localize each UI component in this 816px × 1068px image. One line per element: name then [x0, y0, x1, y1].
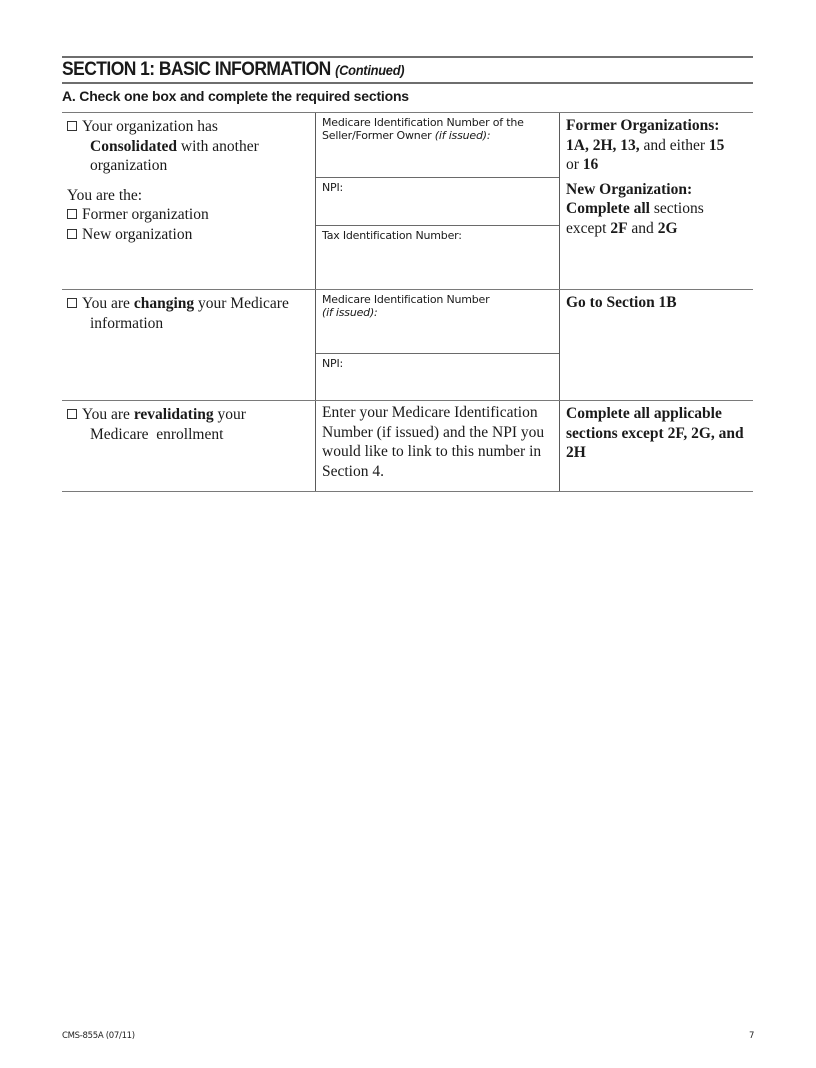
- new-organization-checkbox[interactable]: [67, 229, 77, 239]
- instruction-bold: 15: [708, 136, 725, 154]
- option-text: Medicare enrollment: [90, 425, 224, 443]
- new-organization-heading: New Organization:: [566, 180, 693, 198]
- option-text: with another: [177, 137, 259, 155]
- instruction-bold: Complete all: [566, 200, 650, 217]
- field-label: Tax Identification Number:: [322, 229, 462, 242]
- medicare-id-field[interactable]: [316, 290, 559, 353]
- table-row-consolidated: [62, 112, 753, 289]
- option-cell-changing: [62, 290, 315, 400]
- consolidated-checkbox[interactable]: [67, 121, 77, 131]
- instruction-bold: 16: [582, 156, 599, 173]
- changing-checkbox[interactable]: [67, 298, 77, 308]
- option-bold-text: Consolidated: [90, 137, 177, 155]
- you-are-label: You are the:: [67, 186, 143, 204]
- option-cell-revalidating: [62, 401, 315, 491]
- option-text: You are: [82, 295, 134, 312]
- table-row-changing: [62, 289, 753, 400]
- tax-id-field[interactable]: [316, 225, 559, 289]
- sub-option-label: New organization: [82, 225, 193, 243]
- options-table: [62, 112, 753, 492]
- instruction-bold: 2F: [610, 219, 628, 237]
- subsection-title: A. Check one box and complete the required sections: [62, 88, 409, 104]
- page-number: 7: [749, 1031, 755, 1041]
- instruction-text: sections: [649, 200, 704, 217]
- npi-field[interactable]: [316, 177, 559, 225]
- sub-option-new: [67, 225, 311, 245]
- table-row-revalidating: [62, 400, 753, 492]
- fields-cell-changing: [315, 290, 559, 400]
- field-label: Medicare Identification Number: [322, 293, 490, 306]
- instruction-text: and either: [639, 136, 709, 154]
- instruction-text: except: [566, 219, 611, 237]
- revalidating-checkbox[interactable]: [67, 409, 77, 419]
- option-text: your Medicare: [194, 295, 289, 312]
- instruction-bold: 1A, 2H, 13,: [566, 136, 640, 154]
- form-id: CMS-855A (07/11): [62, 1031, 135, 1041]
- go-to-section-1b-text: Go to Section 1B: [566, 294, 677, 311]
- npi-field[interactable]: [316, 353, 559, 400]
- option-cell-consolidated: [62, 113, 315, 289]
- field-label-italic: (if issued):: [322, 306, 378, 319]
- section-continued-label: (Continued): [335, 62, 405, 78]
- field-label-italic: (if issued):: [434, 129, 491, 142]
- revalidating-instructions-text: Enter your Medicare Identification Number (if issued) and the NPI you would like to link to this number in Section 4.: [315, 401, 559, 491]
- header-rule-top: [62, 56, 753, 58]
- former-organizations-heading: Former Organizations:: [566, 117, 720, 134]
- fields-cell-consolidated: [315, 113, 559, 289]
- field-label: NPI:: [322, 357, 344, 370]
- field-label: Medicare Identification Number of the Seller/Former Owner: [322, 116, 524, 142]
- complete-applicable-sections-text: Complete all applicable sections except 2F, 2G, and 2H: [566, 405, 744, 461]
- option-changing: [67, 294, 311, 314]
- option-text: You are: [82, 406, 134, 423]
- sub-option-former: [67, 205, 311, 225]
- section-title-text: SECTION 1: BASIC INFORMATION: [62, 59, 331, 80]
- instruction-text: and: [627, 219, 658, 237]
- option-bold-text: revalidating: [133, 406, 214, 423]
- seller-medicare-id-field[interactable]: [316, 113, 559, 177]
- option-text: your: [213, 406, 246, 423]
- field-label: NPI:: [322, 181, 344, 194]
- option-consolidated: [67, 117, 311, 137]
- instructions-cell-revalidating: [559, 401, 753, 491]
- instructions-cell-consolidated: [559, 113, 753, 289]
- instructions-cell-changing: [559, 290, 753, 400]
- header-rule-bottom: [62, 82, 753, 84]
- instruction-text: or: [566, 156, 583, 173]
- option-text: organization: [90, 157, 168, 174]
- option-text: Your organization has: [82, 118, 218, 135]
- former-organization-checkbox[interactable]: [67, 209, 77, 219]
- option-bold-text: changing: [133, 295, 195, 312]
- instruction-bold: 2G: [657, 219, 678, 237]
- option-text: information: [90, 314, 164, 332]
- sub-option-label: Former organization: [82, 206, 209, 223]
- section-title: [62, 59, 404, 81]
- option-revalidating: [67, 405, 311, 425]
